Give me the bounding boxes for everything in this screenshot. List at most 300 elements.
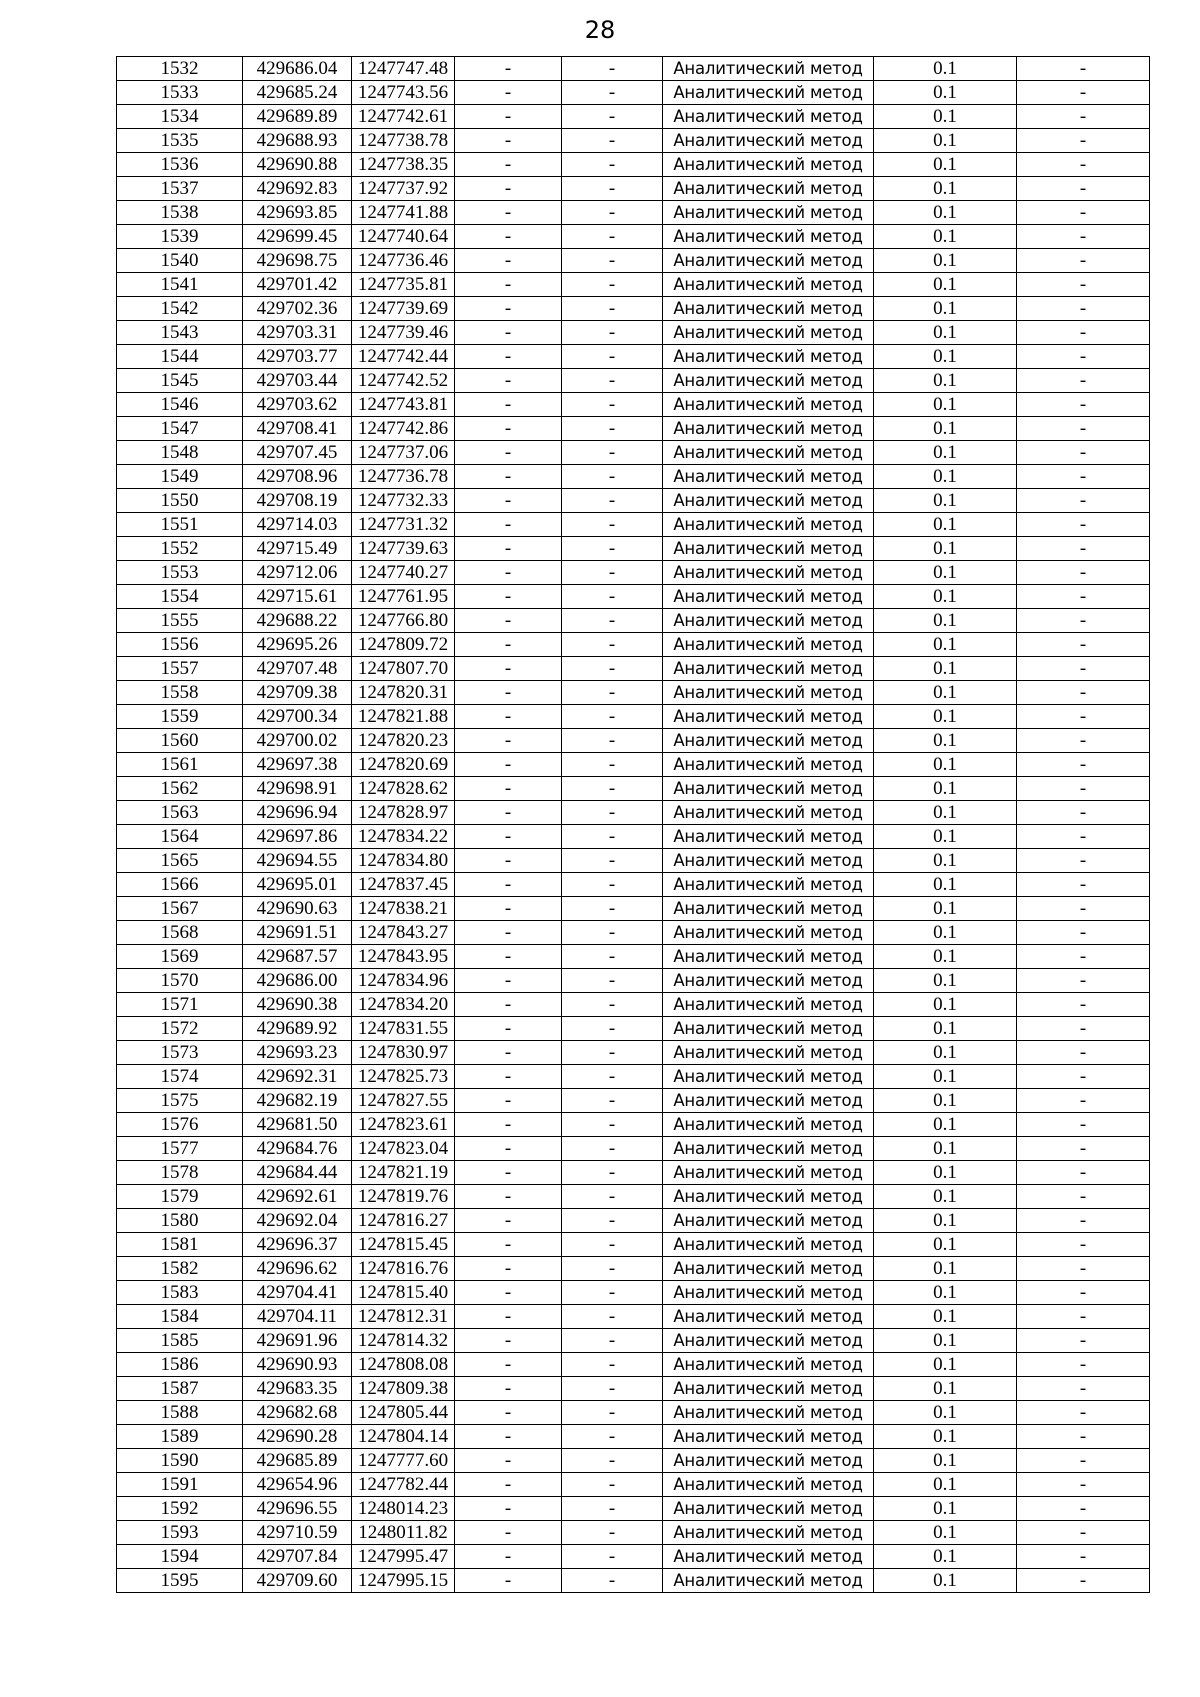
accuracy-cell: 0.1 (874, 993, 1017, 1017)
y-coordinate-cell: 1247742.61 (352, 105, 455, 129)
point-number-cell: 1551 (117, 513, 243, 537)
col4-cell: - (455, 1305, 562, 1329)
table-row (117, 1473, 1150, 1497)
col4-cell: - (455, 489, 562, 513)
col8-cell: - (1017, 297, 1150, 321)
col8-cell: - (1017, 1545, 1150, 1569)
y-coordinate-cell: 1247827.55 (352, 1089, 455, 1113)
col4-cell: - (455, 273, 562, 297)
col8-cell: - (1017, 633, 1150, 657)
col4-cell: - (455, 249, 562, 273)
point-number-cell: 1556 (117, 633, 243, 657)
x-coordinate-cell: 429698.91 (243, 777, 352, 801)
col4-cell: - (455, 873, 562, 897)
point-number-cell: 1571 (117, 993, 243, 1017)
col5-cell: - (562, 489, 663, 513)
col8-cell: - (1017, 1209, 1150, 1233)
col8-cell: - (1017, 513, 1150, 537)
table-row (117, 1545, 1150, 1569)
point-number-cell: 1563 (117, 801, 243, 825)
method-cell: Аналитический метод (663, 609, 874, 633)
col5-cell: - (562, 1281, 663, 1305)
y-coordinate-cell: 1247814.32 (352, 1329, 455, 1353)
col5-cell: - (562, 801, 663, 825)
col4-cell: - (455, 657, 562, 681)
col5-cell: - (562, 681, 663, 705)
accuracy-cell: 0.1 (874, 273, 1017, 297)
point-number-cell: 1560 (117, 729, 243, 753)
accuracy-cell: 0.1 (874, 1065, 1017, 1089)
col4-cell: - (455, 1449, 562, 1473)
col5-cell: - (562, 1305, 663, 1329)
col4-cell: - (455, 345, 562, 369)
col4-cell: - (455, 753, 562, 777)
point-number-cell: 1581 (117, 1233, 243, 1257)
col5-cell: - (562, 369, 663, 393)
col4-cell: - (455, 1521, 562, 1545)
col5-cell: - (562, 1401, 663, 1425)
x-coordinate-cell: 429691.96 (243, 1329, 352, 1353)
col5-cell: - (562, 345, 663, 369)
x-coordinate-cell: 429707.84 (243, 1545, 352, 1569)
table-row (117, 969, 1150, 993)
table-row (117, 273, 1150, 297)
y-coordinate-cell: 1247834.20 (352, 993, 455, 1017)
col4-cell: - (455, 801, 562, 825)
col4-cell: - (455, 1497, 562, 1521)
x-coordinate-cell: 429703.44 (243, 369, 352, 393)
col8-cell: - (1017, 609, 1150, 633)
col5-cell: - (562, 1161, 663, 1185)
accuracy-cell: 0.1 (874, 681, 1017, 705)
x-coordinate-cell: 429702.36 (243, 297, 352, 321)
x-coordinate-cell: 429707.45 (243, 441, 352, 465)
table-row (117, 633, 1150, 657)
x-coordinate-cell: 429692.83 (243, 177, 352, 201)
y-coordinate-cell: 1247830.97 (352, 1041, 455, 1065)
y-coordinate-cell: 1247843.95 (352, 945, 455, 969)
col5-cell: - (562, 1089, 663, 1113)
accuracy-cell: 0.1 (874, 1449, 1017, 1473)
table-row (117, 1425, 1150, 1449)
col4-cell: - (455, 81, 562, 105)
col8-cell: - (1017, 777, 1150, 801)
method-cell: Аналитический метод (663, 585, 874, 609)
table-row (117, 1185, 1150, 1209)
x-coordinate-cell: 429685.89 (243, 1449, 352, 1473)
y-coordinate-cell: 1247736.78 (352, 465, 455, 489)
accuracy-cell: 0.1 (874, 585, 1017, 609)
point-number-cell: 1533 (117, 81, 243, 105)
col4-cell: - (455, 537, 562, 561)
col4-cell: - (455, 393, 562, 417)
col8-cell: - (1017, 81, 1150, 105)
col4-cell: - (455, 1185, 562, 1209)
x-coordinate-cell: 429654.96 (243, 1473, 352, 1497)
point-number-cell: 1585 (117, 1329, 243, 1353)
table-row (117, 369, 1150, 393)
col8-cell: - (1017, 129, 1150, 153)
accuracy-cell: 0.1 (874, 801, 1017, 825)
accuracy-cell: 0.1 (874, 1161, 1017, 1185)
accuracy-cell: 0.1 (874, 369, 1017, 393)
x-coordinate-cell: 429707.48 (243, 657, 352, 681)
point-number-cell: 1575 (117, 1089, 243, 1113)
method-cell: Аналитический метод (663, 1065, 874, 1089)
col5-cell: - (562, 993, 663, 1017)
x-coordinate-cell: 429682.19 (243, 1089, 352, 1113)
col5-cell: - (562, 777, 663, 801)
x-coordinate-cell: 429709.38 (243, 681, 352, 705)
x-coordinate-cell: 429710.59 (243, 1521, 352, 1545)
table-row (117, 321, 1150, 345)
col5-cell: - (562, 1353, 663, 1377)
method-cell: Аналитический метод (663, 201, 874, 225)
x-coordinate-cell: 429690.38 (243, 993, 352, 1017)
method-cell: Аналитический метод (663, 1233, 874, 1257)
x-coordinate-cell: 429686.00 (243, 969, 352, 993)
method-cell: Аналитический метод (663, 1161, 874, 1185)
col5-cell: - (562, 897, 663, 921)
col5-cell: - (562, 1257, 663, 1281)
point-number-cell: 1579 (117, 1185, 243, 1209)
col5-cell: - (562, 1545, 663, 1569)
accuracy-cell: 0.1 (874, 393, 1017, 417)
col4-cell: - (455, 705, 562, 729)
col4-cell: - (455, 1161, 562, 1185)
col4-cell: - (455, 1377, 562, 1401)
table-row (117, 1113, 1150, 1137)
coordinates-table (116, 56, 1150, 1593)
accuracy-cell: 0.1 (874, 1329, 1017, 1353)
table-row (117, 105, 1150, 129)
method-cell: Аналитический метод (663, 1257, 874, 1281)
col5-cell: - (562, 753, 663, 777)
x-coordinate-cell: 429690.93 (243, 1353, 352, 1377)
table-row (117, 1233, 1150, 1257)
col8-cell: - (1017, 945, 1150, 969)
point-number-cell: 1545 (117, 369, 243, 393)
point-number-cell: 1554 (117, 585, 243, 609)
y-coordinate-cell: 1247831.55 (352, 1017, 455, 1041)
y-coordinate-cell: 1247738.78 (352, 129, 455, 153)
col4-cell: - (455, 297, 562, 321)
x-coordinate-cell: 429681.50 (243, 1113, 352, 1137)
y-coordinate-cell: 1247809.72 (352, 633, 455, 657)
accuracy-cell: 0.1 (874, 297, 1017, 321)
col8-cell: - (1017, 753, 1150, 777)
col4-cell: - (455, 1113, 562, 1137)
table-row (117, 657, 1150, 681)
col8-cell: - (1017, 1377, 1150, 1401)
col8-cell: - (1017, 1425, 1150, 1449)
x-coordinate-cell: 429703.31 (243, 321, 352, 345)
col4-cell: - (455, 465, 562, 489)
col4-cell: - (455, 1545, 562, 1569)
col5-cell: - (562, 873, 663, 897)
y-coordinate-cell: 1248014.23 (352, 1497, 455, 1521)
accuracy-cell: 0.1 (874, 609, 1017, 633)
point-number-cell: 1564 (117, 825, 243, 849)
col4-cell: - (455, 57, 562, 81)
col5-cell: - (562, 1209, 663, 1233)
x-coordinate-cell: 429696.37 (243, 1233, 352, 1257)
point-number-cell: 1568 (117, 921, 243, 945)
table-row (117, 609, 1150, 633)
col5-cell: - (562, 201, 663, 225)
col8-cell: - (1017, 681, 1150, 705)
method-cell: Аналитический метод (663, 1545, 874, 1569)
col5-cell: - (562, 969, 663, 993)
y-coordinate-cell: 1247825.73 (352, 1065, 455, 1089)
col4-cell: - (455, 969, 562, 993)
y-coordinate-cell: 1247819.76 (352, 1185, 455, 1209)
y-coordinate-cell: 1247834.96 (352, 969, 455, 993)
method-cell: Аналитический метод (663, 1425, 874, 1449)
y-coordinate-cell: 1247995.15 (352, 1569, 455, 1593)
accuracy-cell: 0.1 (874, 57, 1017, 81)
method-cell: Аналитический метод (663, 1353, 874, 1377)
accuracy-cell: 0.1 (874, 705, 1017, 729)
col5-cell: - (562, 1497, 663, 1521)
x-coordinate-cell: 429688.93 (243, 129, 352, 153)
point-number-cell: 1566 (117, 873, 243, 897)
method-cell: Аналитический метод (663, 513, 874, 537)
col8-cell: - (1017, 1569, 1150, 1593)
accuracy-cell: 0.1 (874, 969, 1017, 993)
accuracy-cell: 0.1 (874, 321, 1017, 345)
col5-cell: - (562, 537, 663, 561)
x-coordinate-cell: 429688.22 (243, 609, 352, 633)
table-row (117, 1017, 1150, 1041)
col8-cell: - (1017, 1473, 1150, 1497)
col5-cell: - (562, 513, 663, 537)
col8-cell: - (1017, 153, 1150, 177)
accuracy-cell: 0.1 (874, 561, 1017, 585)
col4-cell: - (455, 825, 562, 849)
point-number-cell: 1538 (117, 201, 243, 225)
accuracy-cell: 0.1 (874, 1353, 1017, 1377)
col8-cell: - (1017, 1185, 1150, 1209)
col8-cell: - (1017, 1281, 1150, 1305)
col4-cell: - (455, 441, 562, 465)
accuracy-cell: 0.1 (874, 513, 1017, 537)
col4-cell: - (455, 129, 562, 153)
method-cell: Аналитический метод (663, 1209, 874, 1233)
x-coordinate-cell: 429692.61 (243, 1185, 352, 1209)
col4-cell: - (455, 1257, 562, 1281)
accuracy-cell: 0.1 (874, 1185, 1017, 1209)
col4-cell: - (455, 1065, 562, 1089)
x-coordinate-cell: 429692.04 (243, 1209, 352, 1233)
table-row (117, 1209, 1150, 1233)
col4-cell: - (455, 417, 562, 441)
x-coordinate-cell: 429689.92 (243, 1017, 352, 1041)
y-coordinate-cell: 1247743.81 (352, 393, 455, 417)
accuracy-cell: 0.1 (874, 465, 1017, 489)
point-number-cell: 1577 (117, 1137, 243, 1161)
table-row (117, 177, 1150, 201)
col8-cell: - (1017, 465, 1150, 489)
method-cell: Аналитический метод (663, 561, 874, 585)
point-number-cell: 1535 (117, 129, 243, 153)
col8-cell: - (1017, 1113, 1150, 1137)
col4-cell: - (455, 105, 562, 129)
point-number-cell: 1574 (117, 1065, 243, 1089)
point-number-cell: 1540 (117, 249, 243, 273)
x-coordinate-cell: 429708.41 (243, 417, 352, 441)
col8-cell: - (1017, 537, 1150, 561)
col5-cell: - (562, 705, 663, 729)
method-cell: Аналитический метод (663, 1497, 874, 1521)
col8-cell: - (1017, 1497, 1150, 1521)
col8-cell: - (1017, 705, 1150, 729)
point-number-cell: 1550 (117, 489, 243, 513)
accuracy-cell: 0.1 (874, 1209, 1017, 1233)
col5-cell: - (562, 1017, 663, 1041)
col4-cell: - (455, 897, 562, 921)
accuracy-cell: 0.1 (874, 777, 1017, 801)
col5-cell: - (562, 81, 663, 105)
col4-cell: - (455, 321, 562, 345)
method-cell: Аналитический метод (663, 705, 874, 729)
y-coordinate-cell: 1247812.31 (352, 1305, 455, 1329)
col8-cell: - (1017, 1449, 1150, 1473)
col5-cell: - (562, 1041, 663, 1065)
y-coordinate-cell: 1247821.19 (352, 1161, 455, 1185)
col5-cell: - (562, 1137, 663, 1161)
y-coordinate-cell: 1247834.22 (352, 825, 455, 849)
method-cell: Аналитический метод (663, 1377, 874, 1401)
method-cell: Аналитический метод (663, 249, 874, 273)
method-cell: Аналитический метод (663, 1017, 874, 1041)
method-cell: Аналитический метод (663, 1281, 874, 1305)
method-cell: Аналитический метод (663, 729, 874, 753)
x-coordinate-cell: 429696.62 (243, 1257, 352, 1281)
accuracy-cell: 0.1 (874, 753, 1017, 777)
col5-cell: - (562, 297, 663, 321)
method-cell: Аналитический метод (663, 1137, 874, 1161)
accuracy-cell: 0.1 (874, 417, 1017, 441)
col4-cell: - (455, 201, 562, 225)
table-row (117, 393, 1150, 417)
y-coordinate-cell: 1247739.46 (352, 321, 455, 345)
x-coordinate-cell: 429693.23 (243, 1041, 352, 1065)
accuracy-cell: 0.1 (874, 633, 1017, 657)
accuracy-cell: 0.1 (874, 1401, 1017, 1425)
accuracy-cell: 0.1 (874, 105, 1017, 129)
x-coordinate-cell: 429709.60 (243, 1569, 352, 1593)
col8-cell: - (1017, 921, 1150, 945)
x-coordinate-cell: 429698.75 (243, 249, 352, 273)
method-cell: Аналитический метод (663, 225, 874, 249)
x-coordinate-cell: 429684.76 (243, 1137, 352, 1161)
table-row (117, 1281, 1150, 1305)
method-cell: Аналитический метод (663, 657, 874, 681)
col8-cell: - (1017, 1041, 1150, 1065)
y-coordinate-cell: 1247731.32 (352, 513, 455, 537)
col8-cell: - (1017, 57, 1150, 81)
method-cell: Аналитический метод (663, 1521, 874, 1545)
y-coordinate-cell: 1247737.92 (352, 177, 455, 201)
table-row (117, 537, 1150, 561)
point-number-cell: 1558 (117, 681, 243, 705)
accuracy-cell: 0.1 (874, 1089, 1017, 1113)
col4-cell: - (455, 1401, 562, 1425)
point-number-cell: 1532 (117, 57, 243, 81)
col8-cell: - (1017, 657, 1150, 681)
method-cell: Аналитический метод (663, 105, 874, 129)
table-row (117, 585, 1150, 609)
col8-cell: - (1017, 417, 1150, 441)
col5-cell: - (562, 105, 663, 129)
x-coordinate-cell: 429682.68 (243, 1401, 352, 1425)
method-cell: Аналитический метод (663, 129, 874, 153)
col5-cell: - (562, 441, 663, 465)
y-coordinate-cell: 1247739.63 (352, 537, 455, 561)
accuracy-cell: 0.1 (874, 1233, 1017, 1257)
method-cell: Аналитический метод (663, 417, 874, 441)
method-cell: Аналитический метод (663, 1401, 874, 1425)
point-number-cell: 1544 (117, 345, 243, 369)
y-coordinate-cell: 1247738.35 (352, 153, 455, 177)
col4-cell: - (455, 225, 562, 249)
col4-cell: - (455, 1425, 562, 1449)
x-coordinate-cell: 429714.03 (243, 513, 352, 537)
col4-cell: - (455, 561, 562, 585)
table-body (117, 57, 1150, 1593)
accuracy-cell: 0.1 (874, 1281, 1017, 1305)
table-row (117, 201, 1150, 225)
table-row (117, 873, 1150, 897)
table-row (117, 1569, 1150, 1593)
y-coordinate-cell: 1247732.33 (352, 489, 455, 513)
method-cell: Аналитический метод (663, 1569, 874, 1593)
y-coordinate-cell: 1247816.76 (352, 1257, 455, 1281)
table-row (117, 1329, 1150, 1353)
point-number-cell: 1591 (117, 1473, 243, 1497)
col8-cell: - (1017, 1089, 1150, 1113)
y-coordinate-cell: 1247743.56 (352, 81, 455, 105)
table-row (117, 249, 1150, 273)
point-number-cell: 1549 (117, 465, 243, 489)
method-cell: Аналитический метод (663, 1473, 874, 1497)
col4-cell: - (455, 945, 562, 969)
accuracy-cell: 0.1 (874, 1377, 1017, 1401)
point-number-cell: 1548 (117, 441, 243, 465)
col5-cell: - (562, 1377, 663, 1401)
accuracy-cell: 0.1 (874, 489, 1017, 513)
col8-cell: - (1017, 1329, 1150, 1353)
point-number-cell: 1555 (117, 609, 243, 633)
col5-cell: - (562, 225, 663, 249)
table-row (117, 297, 1150, 321)
table-row (117, 345, 1150, 369)
x-coordinate-cell: 429691.51 (243, 921, 352, 945)
method-cell: Аналитический метод (663, 81, 874, 105)
col4-cell: - (455, 177, 562, 201)
x-coordinate-cell: 429695.26 (243, 633, 352, 657)
col5-cell: - (562, 1065, 663, 1089)
point-number-cell: 1576 (117, 1113, 243, 1137)
method-cell: Аналитический метод (663, 753, 874, 777)
y-coordinate-cell: 1247742.86 (352, 417, 455, 441)
x-coordinate-cell: 429703.62 (243, 393, 352, 417)
x-coordinate-cell: 429696.94 (243, 801, 352, 825)
accuracy-cell: 0.1 (874, 537, 1017, 561)
col8-cell: - (1017, 1257, 1150, 1281)
table-row (117, 1521, 1150, 1545)
